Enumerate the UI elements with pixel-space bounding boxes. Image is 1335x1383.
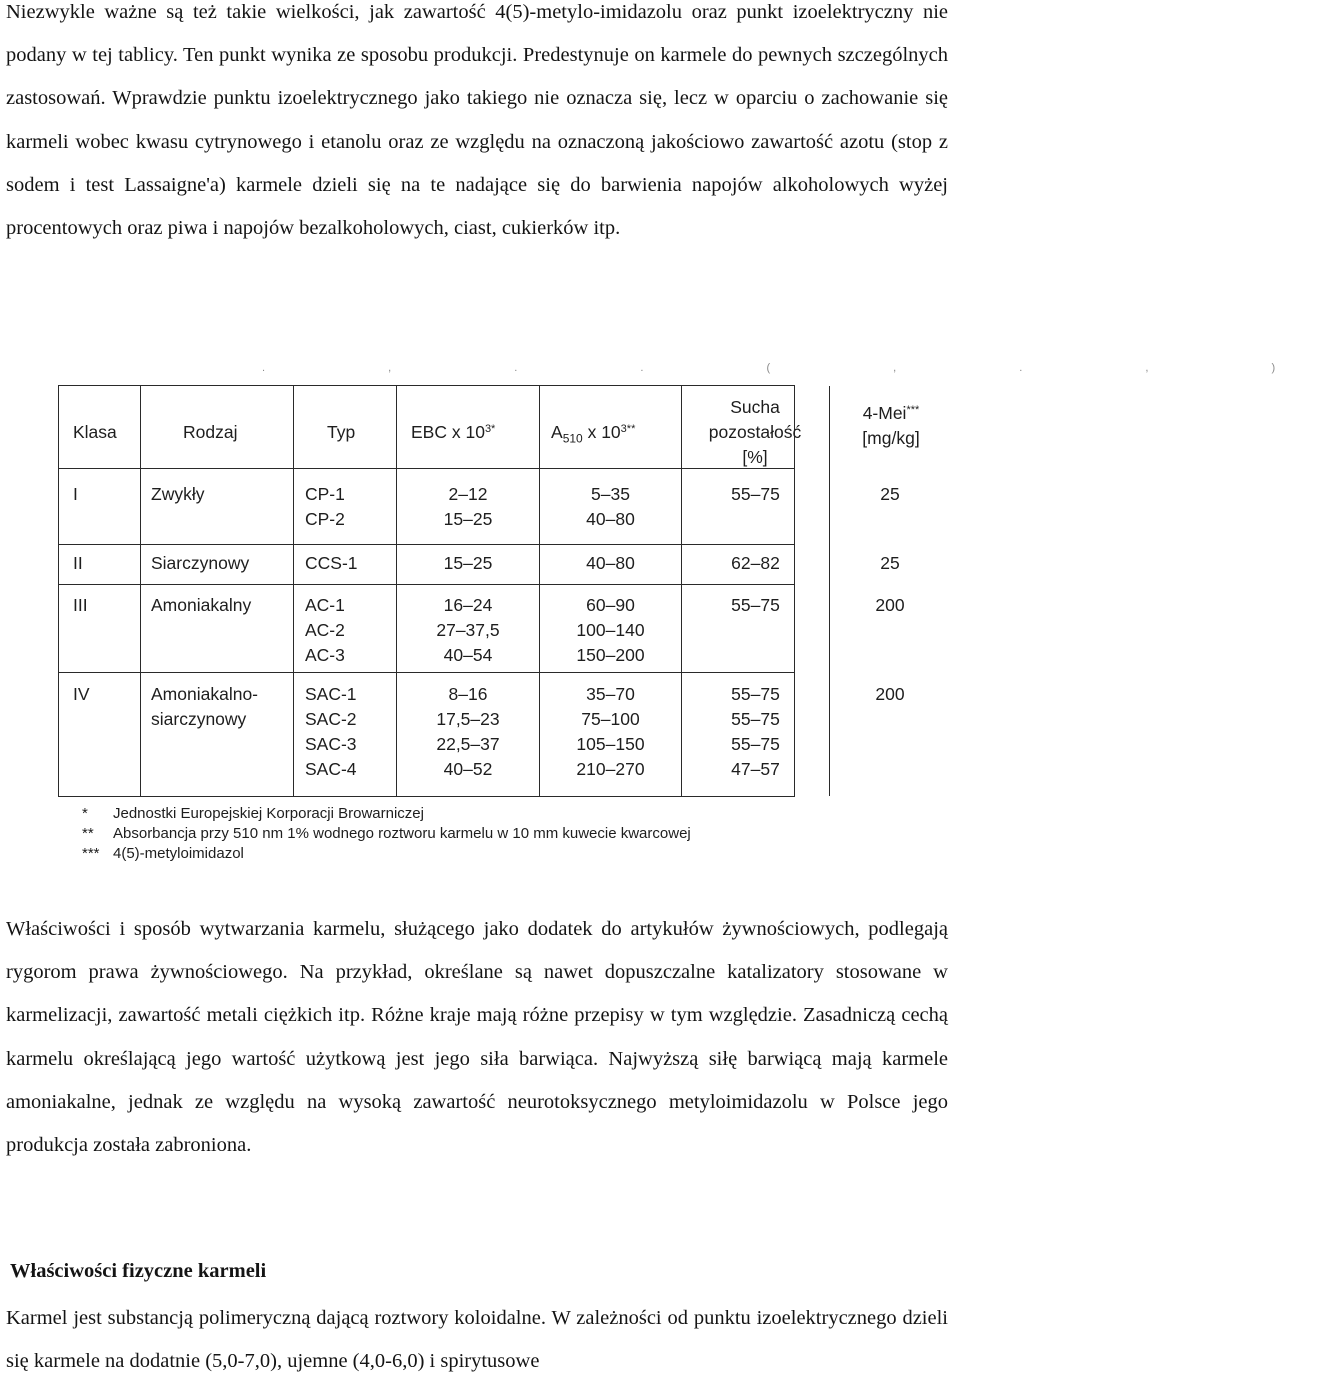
row-sucha: 55–75 <box>731 484 780 504</box>
table-frame <box>58 385 920 797</box>
table-rule <box>59 544 794 545</box>
table-footnotes <box>82 804 802 864</box>
row-klasa: I <box>73 484 78 504</box>
row-klasa: IV <box>73 684 90 704</box>
footnote <box>82 844 802 864</box>
row-a510: 5–35 40–80 <box>586 484 635 529</box>
footnote-mark: ** <box>82 825 94 842</box>
row-klasa: II <box>73 553 83 573</box>
footnote-text: Jednostki Europejskiej Korporacji Browarniczej <box>113 805 424 822</box>
row-mei: 25 <box>880 553 900 573</box>
row-ebc: 16–24 27–37,5 40–54 <box>436 595 500 665</box>
row-sucha: 55–75 55–75 55–75 47–57 <box>731 684 780 779</box>
row-sucha: 62–82 <box>731 553 780 573</box>
row-a510: 35–70 75–100 105–150 210–270 <box>576 684 645 779</box>
footnote-text: Absorbancja przy 510 nm 1% wodnego roztworu karmelu w 10 mm kuwecie kwarcowej <box>113 825 691 842</box>
caramel-class-table <box>52 360 1335 870</box>
row-typ: CCS-1 <box>305 553 358 573</box>
footnote-mark: *** <box>82 845 100 862</box>
header-4-mei: 4-Mei*** [mg/kg] <box>862 403 920 448</box>
footnote <box>82 824 802 844</box>
header-typ: Typ <box>327 422 356 442</box>
table-rule <box>59 584 794 585</box>
row-a510: 40–80 <box>586 553 635 573</box>
footnote-mark: * <box>82 805 88 822</box>
table-rule <box>829 386 830 796</box>
row-mei: 200 <box>875 595 905 615</box>
footnote <box>82 804 802 824</box>
row-rodzaj: Zwykły <box>151 484 205 504</box>
row-mei: 200 <box>875 684 905 704</box>
row-typ: AC-1 AC-2 AC-3 <box>305 595 345 665</box>
row-typ: CP-1 CP-2 <box>305 484 345 529</box>
row-rodzaj: Amoniakalny <box>151 595 252 615</box>
row-sucha: 55–75 <box>731 595 780 615</box>
row-rodzaj: Amoniakalno- siarczynowy <box>151 684 258 729</box>
header-klasa: Klasa <box>73 422 117 442</box>
scan-artifact-text: . , . . ( , . , ) <box>262 362 1335 374</box>
row-typ: SAC-1 SAC-2 SAC-3 SAC-4 <box>305 684 357 779</box>
header-a510: $A_{510}$ x $10^{3**}$ <box>551 422 636 446</box>
row-mei: 25 <box>880 484 900 504</box>
section-heading: Właściwości fizyczne karmeli <box>10 1260 267 1282</box>
row-ebc: 2–12 15–25 <box>443 484 493 529</box>
paragraph-physical-properties: Karmel jest substancją polimeryczną dającą roztwory koloidalne. W zależności od punktu izoelektrycznego dzieli się karmele na dodatnie (5,0-7,0), ujemne (4,0-6,0) i spirytusowe <box>6 1307 948 1373</box>
header-ebc: EBC x $10^{3*}$ <box>411 422 496 442</box>
row-ebc: 15–25 <box>443 553 493 573</box>
footnote-text: 4(5)-metyloimidazol <box>113 845 244 862</box>
row-klasa: III <box>73 595 88 615</box>
row-rodzaj: Siarczynowy <box>151 553 250 573</box>
row-ebc: 8–16 17,5–23 22,5–37 40–52 <box>436 684 500 779</box>
table-rule <box>293 386 294 796</box>
paragraph-intro: Niezwykle ważne są też takie wielkości, jak zawartość 4(5)-metylo-imidazolu oraz punkt izoelektryczny nie podany w tej tablicy. Ten punkt wynika ze sposobu produkcji. Predestynuje on karmele do pewnych szczególnych zastosowań. Wprawdzie punktu izoelektrycznego jako takiego nie oznacza się, lecz w oparciu o zachowanie się karmeli wobec kwasu cytrynowego i etanolu oraz ze względu na oznaczoną jakościowo zawartość azotu (stop z sodem i test Lassaigne'a) karmele dzieli się na te nadające się do barwienia napojów alkoholowych wyżej procentowych oraz piwa i napojów bezalkoholowych, ciast, cukierków itp. <box>6 1 948 240</box>
header-rodzaj: Rodzaj <box>183 422 238 442</box>
table-rule <box>59 672 794 673</box>
row-a510: 60–90 100–140 150–200 <box>576 595 645 665</box>
header-sucha-pozostalosc: Sucha pozostałość [%] <box>708 397 802 467</box>
table-rule <box>140 386 141 796</box>
paragraph-regulations: Właściwości i sposób wytwarzania karmelu, służącego jako dodatek do artykułów żywnościowych, podlegają rygorom prawa żywnościowego. Na przykład, określane są nawet dopuszczalne katalizatory stosowane w karmelizacji, zawartość metali ciężkich itp. Różne kraje mają różne przepisy w tym względzie. Zasadniczą cechą karmelu określającą jego wartość użytkową jest jego siła barwiąca. Najwyższą siłę barwiącą mają karmele amoniakalne, jednak ze względu na wysoką zawartość neurotoksycznego metyloimidazolu w Polsce jego produkcja została zabroniona. <box>6 918 948 1157</box>
